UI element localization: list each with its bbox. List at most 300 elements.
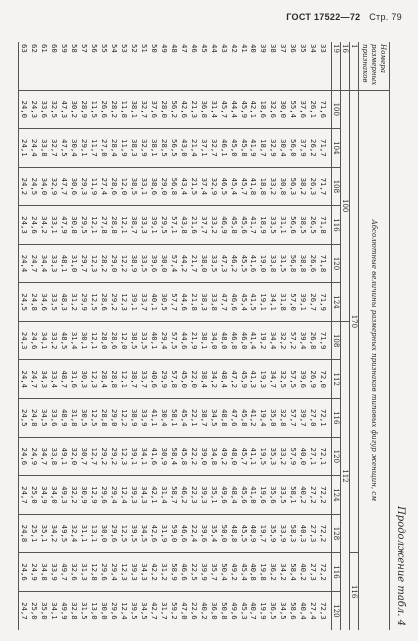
table-cell: 11,9: [119, 129, 129, 168]
size-column-header: 124: [332, 476, 341, 515]
table-cell: 28,4: [109, 129, 119, 168]
feature-number: 42: [229, 44, 239, 53]
table-cell: 12,8: [89, 553, 99, 592]
table-cell: 39,0: [199, 437, 209, 476]
table-cell: 21,4: [189, 129, 199, 168]
table-cell: 30,0: [99, 514, 109, 553]
table-cell: 31,5: [279, 244, 289, 283]
table-cell: 24,7: [29, 360, 39, 399]
table-cell: 30,4: [279, 129, 289, 168]
table-cell: 11,9: [89, 167, 99, 206]
table-cell: 26,5: [309, 206, 319, 245]
table-cell: 31,8: [279, 283, 289, 322]
table-cell: 33,8: [49, 437, 59, 476]
size-column-header: 120: [332, 437, 341, 476]
table-cell: 48,4: [229, 476, 239, 515]
table-cell: 48,8: [219, 399, 229, 438]
table-cell: 71,8: [319, 244, 332, 283]
table-cell: 21,9: [189, 321, 199, 360]
table-cell: 21,6: [189, 206, 199, 245]
table-cell: 39,6: [149, 244, 159, 283]
table-cell: 31,5: [79, 591, 89, 630]
table-cell: 40,1: [149, 283, 159, 322]
table-cell: 72,1: [319, 399, 332, 438]
table-cell: 24,5: [19, 399, 30, 438]
table-cell: 28,9: [79, 90, 89, 129]
table-cell: 32,7: [49, 129, 59, 168]
table-cell: 12,3: [119, 437, 129, 476]
table-cell: 22,4: [189, 514, 199, 553]
table-cell: 40,1: [149, 321, 159, 360]
table-cell: 38,9: [129, 399, 139, 438]
table-cell: 31,2: [69, 283, 79, 322]
table-cell: 56,8: [289, 244, 299, 283]
table-row: [219, 42, 229, 630]
table-cell: 26,7: [309, 283, 319, 322]
table-cell: 40,8: [249, 553, 259, 592]
table-cell: 33,2: [49, 321, 59, 360]
table-cell: 24,8: [29, 283, 39, 322]
table-cell: 28,8: [109, 360, 119, 399]
table-cell: 19,9: [259, 591, 269, 630]
feature-number: 33: [319, 44, 329, 53]
rotated-table-block: [16, 42, 406, 630]
table-cell: 12,1: [89, 321, 99, 360]
table-cell: 49,5: [59, 514, 69, 553]
table-cell: 39,1: [129, 283, 139, 322]
table-cell: 24,2: [19, 167, 30, 206]
table-cell: 12,3: [89, 360, 99, 399]
table-cell: 30,5: [79, 399, 89, 438]
table-cell: 33,4: [49, 360, 59, 399]
table-cell: 24,3: [29, 90, 39, 129]
table-row: [229, 42, 239, 630]
table-cell: 71,7: [319, 167, 332, 206]
table-cell: 47,9: [59, 206, 69, 245]
table-row: [19, 42, 30, 630]
table-cell: 47,5: [59, 129, 69, 168]
table-row: [189, 42, 199, 630]
feature-number: 58: [69, 44, 79, 53]
table-cell: 32,4: [69, 514, 79, 553]
size-column-header: 116: [332, 553, 341, 592]
table-cell: 34,4: [269, 321, 279, 360]
table-cell: 12,0: [119, 321, 129, 360]
table-cell: 45,8: [179, 437, 189, 476]
table-cell: 48,9: [59, 399, 69, 438]
header-row3-label: 19: [332, 42, 341, 90]
table-cell: 28,2: [109, 90, 119, 129]
feature-number: 51: [139, 44, 149, 53]
table-cell: 58,4: [169, 437, 179, 476]
table-cell: 26,6: [99, 90, 109, 129]
table-cell: 11,7: [89, 129, 99, 168]
table-cell: 38,1: [149, 129, 159, 168]
feature-number: 38: [269, 44, 279, 53]
table-cell: 56,8: [169, 167, 179, 206]
table-cell: 32,9: [49, 167, 59, 206]
table-cell: 48,4: [219, 360, 229, 399]
table-cell: 49,9: [59, 591, 69, 630]
feature-number: 45: [199, 44, 209, 53]
table-cell: 39,1: [299, 283, 309, 322]
table-cell: 30,5: [159, 283, 169, 322]
table-cell: 19,6: [259, 476, 269, 515]
table-cell: 35,0: [39, 591, 49, 630]
table-cell: 38,4: [199, 360, 209, 399]
table-cell: 33,7: [139, 283, 149, 322]
table-cell: 48,3: [59, 283, 69, 322]
table-cell: 12,5: [89, 283, 99, 322]
table-cell: 41,3: [249, 360, 259, 399]
table-cell: 42,7: [149, 591, 159, 630]
table-cell: 30,1: [79, 321, 89, 360]
table-cell: 19,5: [259, 437, 269, 476]
table-cell: 50,0: [219, 514, 229, 553]
table-cell: 24,3: [19, 206, 30, 245]
table-cell: 34,0: [39, 167, 49, 206]
table-cell: 25,0: [29, 591, 39, 630]
table-cell: 30,6: [69, 167, 79, 206]
table-cell: 34,5: [139, 514, 149, 553]
table-cell: 37,6: [299, 90, 309, 129]
table-cell: 39,1: [149, 206, 159, 245]
table-cell: 22,3: [189, 476, 199, 515]
table-cell: 18,6: [259, 90, 269, 129]
table-cell: 29,6: [109, 514, 119, 553]
table-cell: 45,6: [239, 476, 249, 515]
table-cell: 40,2: [299, 553, 309, 592]
feature-number: 49: [159, 44, 169, 53]
table-cell: 27,3: [309, 553, 319, 592]
table-cell: 24,9: [29, 553, 39, 592]
table-cell: 49,7: [59, 553, 69, 592]
table-cell: 39,5: [129, 591, 139, 630]
table-cell: 34,0: [49, 476, 59, 515]
table-cell: 59,0: [169, 514, 179, 553]
table-row: [259, 42, 269, 630]
table-cell: 45,8: [229, 206, 239, 245]
table-cell: 13,1: [89, 514, 99, 553]
table-cell: 32,2: [69, 476, 79, 515]
table-cell: 29,4: [109, 553, 119, 592]
table-cell: 47,6: [229, 399, 239, 438]
table-cell: 45,9: [239, 90, 249, 129]
table-cell: 43,4: [179, 167, 189, 206]
table-cell: 45,7: [239, 167, 249, 206]
table-cell: 39,4: [299, 321, 309, 360]
table-cell: 31,0: [69, 244, 79, 283]
table-cell: 48,0: [219, 321, 229, 360]
table-cell: 41,6: [249, 244, 259, 283]
table-cell: 58,7: [169, 476, 179, 515]
table-cell: 47,7: [219, 283, 229, 322]
table-cell: 45,8: [239, 129, 249, 168]
table-cell: 46,2: [229, 244, 239, 283]
table-cell: 29,2: [99, 437, 109, 476]
table-row: [109, 42, 119, 630]
table-cell: 29,4: [159, 321, 169, 360]
table-row: [149, 42, 159, 630]
table-cell: 72,1: [319, 437, 332, 476]
feature-number: 36: [289, 44, 299, 53]
table-cell: 57,8: [169, 360, 179, 399]
table-cell: 29,0: [109, 244, 119, 283]
size-column-header: 100: [332, 90, 341, 129]
table-cell: 38,6: [149, 167, 159, 206]
table-cell: 33,3: [139, 206, 149, 245]
table-row: [129, 42, 139, 630]
table-cell: 42,1: [249, 90, 259, 129]
table-row: [59, 42, 69, 630]
table-cell: 34,8: [209, 437, 219, 476]
table-cell: 30,3: [79, 360, 89, 399]
table-cell: 29,5: [79, 206, 89, 245]
table-cell: 49,1: [59, 437, 69, 476]
table-cell: 57,2: [289, 321, 299, 360]
table-cell: 28,8: [99, 399, 109, 438]
table-cell: 39,5: [129, 514, 139, 553]
table-cell: 29,1: [79, 129, 89, 168]
feature-number: 61: [39, 44, 49, 53]
feature-number: 52: [129, 44, 139, 53]
table-cell: 33,2: [279, 437, 289, 476]
table-row: [209, 42, 219, 630]
table-cell: 12,2: [119, 399, 129, 438]
table-cell: 33,1: [139, 167, 149, 206]
size-column-header: 104: [332, 129, 341, 168]
table-cell: 39,3: [129, 553, 139, 592]
table-cell: 45,9: [239, 360, 249, 399]
page-number: Стр. 79: [369, 12, 402, 22]
table-cell: 39,9: [199, 553, 209, 592]
table-cell: 38,2: [299, 167, 309, 206]
header-row2-value: 112: [341, 321, 350, 630]
feature-number: 59: [59, 44, 69, 53]
table-cell: 57,7: [289, 399, 299, 438]
table-cell: 34,5: [39, 399, 49, 438]
table-cell: 31,1: [79, 514, 89, 553]
table-cell: 12,1: [119, 360, 129, 399]
table-cell: 34,0: [209, 321, 219, 360]
table-cell: 22,1: [189, 399, 199, 438]
table-cell: 44,6: [179, 321, 189, 360]
table-cell: 33,5: [49, 283, 59, 322]
table-cell: 40,7: [249, 591, 259, 630]
table-row: [199, 42, 209, 630]
table-cell: 30,4: [159, 399, 169, 438]
table-cell: 33,5: [269, 206, 279, 245]
table-cell: 32,0: [69, 437, 79, 476]
header-row1-value2: 116: [350, 553, 359, 630]
table-cell: 30,9: [159, 437, 169, 476]
table-cell: 30,2: [69, 90, 79, 129]
table-cell: 33,8: [269, 244, 279, 283]
table-cell: 38,5: [299, 206, 309, 245]
table-cell: 18,7: [259, 129, 269, 168]
table-cell: 41,5: [249, 283, 259, 322]
table-cell: 26,8: [309, 321, 319, 360]
table-cell: 28,6: [109, 321, 119, 360]
table-row: [139, 42, 149, 630]
table-cell: 33,8: [209, 283, 219, 322]
size-column-header: 116: [332, 399, 341, 438]
table-cell: 11,5: [89, 90, 99, 129]
table-cell: 41,2: [249, 399, 259, 438]
table-cell: 24,7: [29, 244, 39, 283]
table-cell: 36,5: [269, 591, 279, 630]
table-cell: 71,9: [319, 283, 332, 322]
size-column-header: 108: [332, 321, 341, 360]
table-cell: 30,0: [159, 244, 169, 283]
table-cell: 35,1: [209, 476, 219, 515]
table-cell: 45,0: [229, 129, 239, 168]
table-cell: 41,7: [249, 206, 259, 245]
header-row1-label: 1: [350, 42, 359, 90]
table-cell: 45,8: [239, 399, 249, 438]
table-cell: 26,9: [309, 360, 319, 399]
table-cell: 45,4: [179, 399, 189, 438]
table-cell: 12,3: [89, 244, 99, 283]
table-cell: 40,6: [149, 360, 159, 399]
table-cell: 27,0: [99, 129, 109, 168]
table-cell: 31,8: [69, 399, 79, 438]
table-cell: 27,4: [99, 167, 109, 206]
table-cell: 34,7: [269, 360, 279, 399]
table-cell: 30,7: [79, 437, 89, 476]
table-cell: 24,5: [29, 167, 39, 206]
table-cell: 33,9: [49, 553, 59, 592]
table-cell: 28,0: [99, 321, 109, 360]
table-cell: 30,4: [69, 129, 79, 168]
feature-number: 44: [209, 44, 219, 53]
table-cell: 21,5: [189, 167, 199, 206]
header-row2-label: 16: [341, 42, 350, 90]
feature-number: 37: [279, 44, 289, 53]
table-cell: 48,5: [59, 321, 69, 360]
table-cell: 18,8: [259, 167, 269, 206]
table-cell: 22,6: [189, 591, 199, 630]
table-cell: 49,6: [229, 591, 239, 630]
table-cell: 38,7: [129, 360, 139, 399]
table-cell: 41,6: [149, 437, 159, 476]
table-cell: 26,2: [309, 129, 319, 168]
table-cell: 33,5: [139, 244, 149, 283]
table-cell: 33,1: [49, 206, 59, 245]
table-cell: 26,6: [309, 244, 319, 283]
table-cell: 34,5: [209, 399, 219, 438]
table-cell: 33,5: [209, 244, 219, 283]
table-cell: 40,4: [299, 591, 309, 630]
table-cell: 32,9: [269, 129, 279, 168]
table-cell: 31,4: [69, 321, 79, 360]
table-cell: 47,7: [59, 167, 69, 206]
table-cell: 38,1: [129, 90, 139, 129]
table-cell: 45,7: [219, 90, 229, 129]
table-cell: 46,2: [179, 476, 189, 515]
table-cell: 56,2: [169, 90, 179, 129]
table-cell: 41,1: [249, 437, 259, 476]
table-cell: 39,7: [299, 399, 309, 438]
feature-number: 46: [189, 44, 199, 53]
table-cell: 72,3: [319, 591, 332, 630]
table-row: [299, 42, 309, 630]
table-caption: Абсолютные величины размерных признаков типовых фигур женщин, см: [359, 90, 390, 630]
table-row: [239, 42, 249, 630]
table-cell: 57,4: [169, 244, 179, 283]
table-cell: 12,7: [89, 437, 99, 476]
table-cell: 46,6: [179, 514, 189, 553]
table-cell: 27,2: [309, 476, 319, 515]
size-column-header: 108: [332, 167, 341, 206]
table-cell: 33,6: [39, 90, 49, 129]
table-cell: 50,8: [219, 591, 229, 630]
table-cell: 45,6: [239, 206, 249, 245]
table-cell: 57,5: [169, 321, 179, 360]
table-cell: 72,0: [319, 360, 332, 399]
table-cell: 37,4: [199, 167, 209, 206]
table-cell: 33,2: [269, 167, 279, 206]
feature-number: 43: [219, 44, 229, 53]
feature-number: 41: [239, 44, 249, 53]
table-cell: 36,2: [269, 553, 279, 592]
table-cell: 58,3: [289, 514, 299, 553]
table-cell: 29,9: [159, 360, 169, 399]
table-cell: 24,4: [29, 129, 39, 168]
table-cell: 46,5: [219, 167, 229, 206]
table-cell: 24,6: [19, 437, 30, 476]
table-cell: 71,6: [319, 90, 332, 129]
table-cell: 22,2: [189, 437, 199, 476]
table-cell: 13,0: [89, 591, 99, 630]
table-cell: 29,2: [109, 437, 119, 476]
table-cell: 12,5: [119, 514, 129, 553]
table-cell: 57,0: [289, 283, 299, 322]
table-cell: 35,4: [209, 514, 219, 553]
table-cell: 50,4: [219, 553, 229, 592]
table-cell: 34,3: [39, 360, 49, 399]
table-cell: 58,9: [169, 553, 179, 592]
table-cell: 33,3: [49, 244, 59, 283]
table-cell: 33,9: [279, 514, 289, 553]
table-cell: 12,2: [119, 244, 129, 283]
table-cell: 41,1: [149, 399, 159, 438]
table-cell: 47,0: [179, 591, 189, 630]
table-cell: 29,0: [159, 167, 169, 206]
table-cell: 32,5: [49, 90, 59, 129]
table-cell: 11,8: [119, 90, 129, 129]
header-row1-value: 170: [350, 90, 359, 553]
table-cell: 41,0: [249, 476, 259, 515]
table-continuation-label: Продолжение табл. 4: [395, 506, 406, 626]
table-cell: 46,6: [229, 283, 239, 322]
table-cell: 33,5: [279, 476, 289, 515]
table-cell: 37,9: [299, 129, 309, 168]
table-cell: 38,3: [129, 129, 139, 168]
table-cell: 40,2: [199, 591, 209, 630]
table-cell: 49,2: [229, 553, 239, 592]
table-cell: 38,7: [199, 399, 209, 438]
table-cell: 57,9: [289, 437, 299, 476]
feature-number: 53: [119, 44, 129, 53]
table-cell: 41,8: [249, 167, 259, 206]
table-cell: 32,7: [139, 90, 149, 129]
table-cell: 57,1: [169, 206, 179, 245]
table-cell: 24,5: [19, 283, 30, 322]
table-cell: 29,6: [99, 476, 109, 515]
table-cell: 19,2: [259, 321, 269, 360]
table-cell: 19,3: [259, 360, 269, 399]
